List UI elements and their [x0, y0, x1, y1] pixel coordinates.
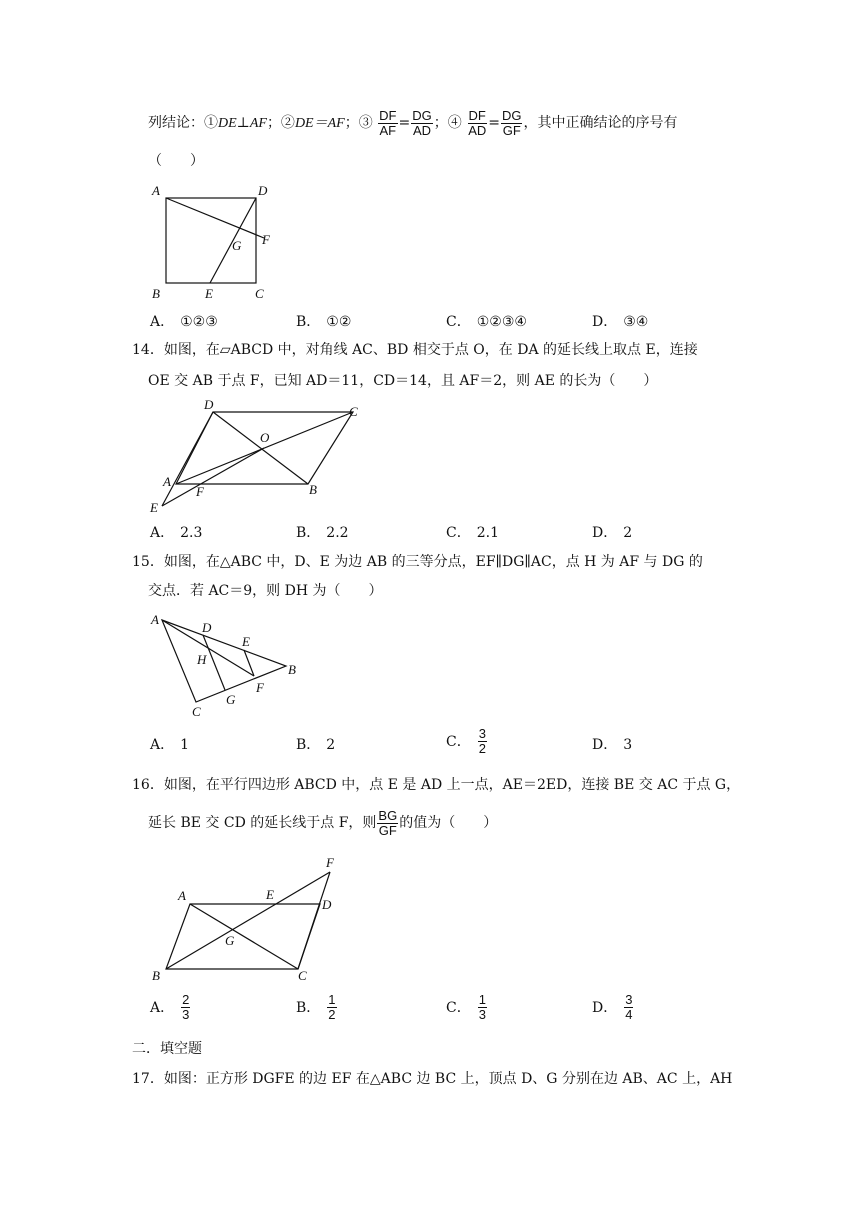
- q13-answer-paren: （ ）: [148, 153, 204, 169]
- q15-triangle: [162, 620, 286, 702]
- q15-option-d[interactable]: D． 3: [592, 737, 633, 753]
- q15-option-b[interactable]: B． 2: [296, 737, 336, 753]
- q13-label-a: A: [152, 183, 160, 198]
- q14-figure: [148, 398, 378, 514]
- q16-label-b: B: [152, 968, 160, 982]
- q15-label-f: F: [256, 680, 264, 695]
- q15-label-b: B: [288, 662, 296, 677]
- q13-square: [166, 198, 256, 283]
- q16-label-e: E: [266, 887, 274, 902]
- q13-option-b[interactable]: B． ①②: [296, 314, 352, 330]
- q15-label-g: G: [226, 692, 236, 707]
- q14-option-a[interactable]: A． 2.3: [150, 525, 203, 541]
- q16-label-c: C: [298, 968, 307, 982]
- q16-label-a: A: [178, 888, 186, 903]
- q13-frac-df-af: $\frac{DF}{AF}$: [379, 107, 397, 138]
- q15-options: [150, 726, 750, 767]
- q13-de-eq-af: DE＝AF: [294, 116, 345, 131]
- q16-label-d: D: [322, 897, 332, 912]
- q15-label-c: C: [192, 704, 201, 719]
- q14-label-b: B: [309, 482, 317, 497]
- q16-label-f: F: [326, 855, 334, 870]
- q16-stem-line1: 16．如图，在平行四边形 ABCD 中，点 E 是 AD 上一点，AE＝2ED，连接 BE 交 AC 于点 G，: [132, 777, 741, 793]
- q14-stem-line2: OE 交 AB 于点 F，已知 AD＝11，CD＝14，且 AF＝2，则 AE 的长为（ ）: [148, 373, 658, 389]
- q16-segment-bf: [166, 872, 330, 969]
- q16-option-b[interactable]: B． $\frac{1}{2}$: [296, 992, 336, 1022]
- q13-label-c: C: [255, 286, 264, 301]
- q14-label-f: F: [196, 484, 204, 499]
- q16-option-a[interactable]: A． $\frac{2}{3}$: [150, 992, 190, 1022]
- q16-stem-line2: 延长 BE 交 CD 的延长线于点 F，则 $\frac{BG}{GF}$ 的值为（ ）: [148, 807, 498, 838]
- q13-option-d[interactable]: D． ③④: [592, 314, 649, 330]
- q15-label-d: D: [202, 620, 212, 635]
- section-title: 二．填空题: [132, 1041, 202, 1057]
- q16-option-d[interactable]: D． $\frac{3}{4}$: [592, 992, 633, 1022]
- q13-label-d: D: [258, 183, 268, 198]
- q15-label-h: H: [197, 652, 207, 667]
- q16-options: [150, 993, 750, 1029]
- q13-option-a[interactable]: A． ①②③: [150, 314, 218, 330]
- q15-option-a[interactable]: A． 1: [150, 737, 190, 753]
- q14-diagonal-ac: [176, 412, 353, 484]
- q15-stem-line1: 15．如图，在△ABC 中，D、E 为边 AB 的三等分点，EF∥DG∥AC，点 H 为 AF 与 DG 的: [132, 554, 703, 570]
- q15-label-a: A: [151, 612, 159, 627]
- q15-label-e: E: [242, 634, 250, 649]
- q14-option-b[interactable]: B． 2.2: [296, 525, 349, 541]
- q15-stem-line2: 交点．若 AC＝9，则 DH 为（ ）: [148, 583, 383, 599]
- q15-option-c[interactable]: C． $\frac{3}{2}$: [446, 726, 486, 756]
- q13-frac-dg-ad: $\frac{DG}{AD}$: [412, 107, 432, 138]
- q14-option-d[interactable]: D． 2: [592, 525, 633, 541]
- q16-label-g: G: [225, 933, 235, 948]
- q16-extension-cf: [298, 872, 330, 969]
- q13-de-perp-af: DE⊥AF: [218, 116, 267, 131]
- q13-label-b: B: [152, 286, 160, 301]
- q14-label-d: D: [204, 398, 214, 412]
- q17-stem-line1: 17．如图：正方形 DGFE 的边 EF 在△ABC 边 BC 上，顶点 D、G 分别在边 AB、AC 上，AH: [132, 1071, 733, 1087]
- q13-label-f: F: [262, 232, 270, 247]
- q13-label-g: G: [232, 238, 242, 253]
- q14-label-o: O: [260, 430, 270, 445]
- q13-figure: [148, 178, 288, 304]
- q13-frac-dg-gf: $\frac{DG}{GF}$: [501, 107, 522, 138]
- q13-stem: 列结论：①DE⊥AF；②DE＝AF；③ $\frac{DF}{AF}$ = $\frac{DG}{AD}$ ；④ $\frac{DF}{AD}$ = $\frac{DG}{GF}$ ，其中正确结论的序号有: [148, 107, 678, 138]
- q16-figure: [148, 852, 348, 982]
- q16-option-c[interactable]: C． $\frac{1}{3}$: [446, 992, 486, 1022]
- q14-label-e: E: [150, 500, 158, 514]
- q16-frac-bg-gf: $\frac{BG}{GF}$: [378, 807, 398, 838]
- q14-options: [150, 521, 750, 545]
- q14-label-c: C: [349, 404, 358, 419]
- q14-diagonal-bd: [213, 412, 308, 484]
- q13-options: [150, 310, 750, 334]
- q13-segment-af: [166, 198, 264, 238]
- q15-figure: [148, 610, 308, 720]
- q14-label-a: A: [163, 474, 171, 489]
- q14-stem-line1: 14．如图，在▱ABCD 中，对角线 AC、BD 相交于点 O，在 DA 的延长线上取点 E，连接: [132, 342, 698, 358]
- q16-diagonal-ac: [190, 904, 298, 969]
- q13-label-e: E: [205, 286, 213, 301]
- q13-option-c[interactable]: C． ①②③④: [446, 314, 527, 330]
- q14-option-c[interactable]: C． 2.1: [446, 525, 499, 541]
- q13-frac-df-ad: $\frac{DF}{AD}$: [468, 107, 487, 138]
